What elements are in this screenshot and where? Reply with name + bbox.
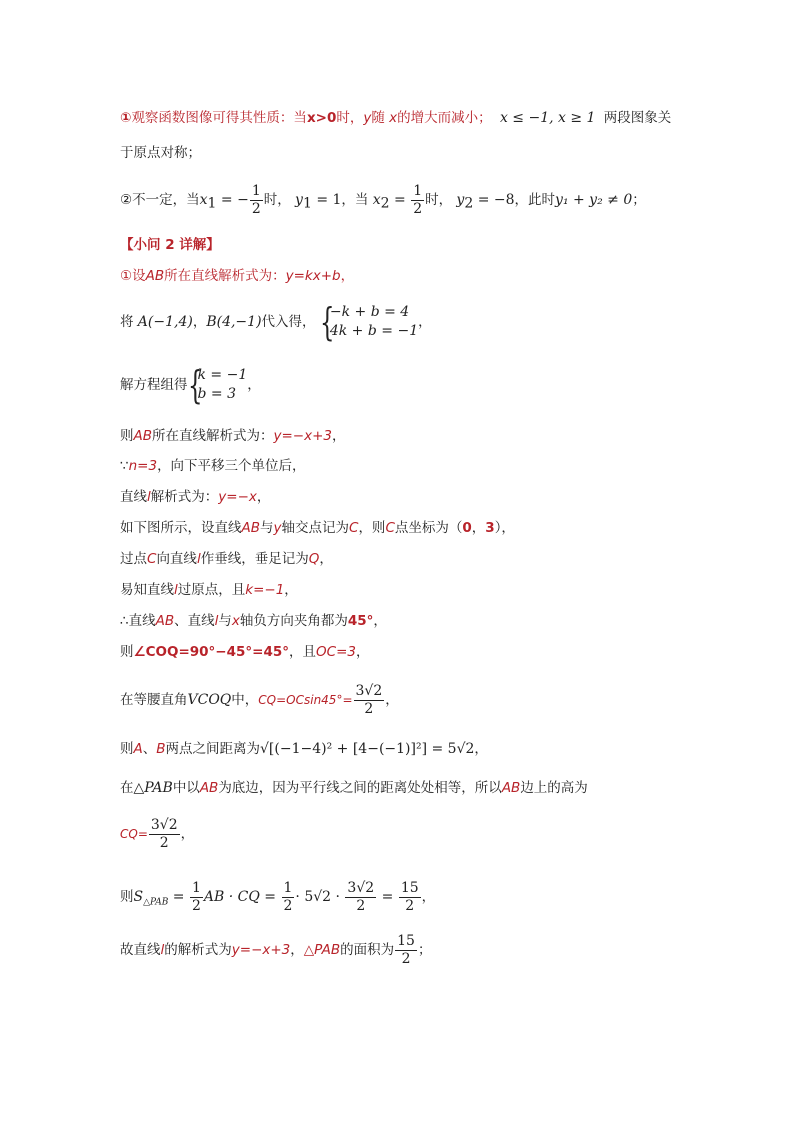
p2-text5: ，此时 bbox=[514, 192, 556, 208]
l12-line bbox=[120, 680, 399, 720]
l2-text3: ， bbox=[418, 314, 432, 330]
p1-text3: 随 bbox=[371, 110, 385, 126]
l17-text: 故直线 bbox=[120, 942, 161, 958]
l6-text2: 解析式为： bbox=[150, 489, 219, 505]
p2-eq1: = − bbox=[216, 192, 249, 208]
l6-text3: ， bbox=[256, 489, 271, 505]
l3-equation-system bbox=[187, 363, 248, 407]
l1-text3: ， bbox=[340, 268, 355, 284]
l5-because: ∵ bbox=[120, 458, 129, 474]
l8-text: 过点 bbox=[120, 551, 147, 567]
frac-den: 2 bbox=[395, 950, 417, 968]
l10-deg: 45° bbox=[347, 613, 374, 629]
l10-l: l bbox=[214, 613, 219, 629]
l2-point-a: A(−1,4) bbox=[137, 314, 193, 330]
l7-y: y bbox=[273, 520, 282, 536]
l2-point-b: B(4,−1) bbox=[206, 314, 262, 330]
l8-q: Q bbox=[308, 551, 320, 567]
frac-num: 15 bbox=[397, 932, 415, 949]
frac-den: 2 bbox=[283, 897, 293, 914]
l9-line bbox=[120, 581, 298, 599]
l2-row1: −k + b = 4 bbox=[329, 304, 410, 320]
l10-text3: 与 bbox=[218, 613, 232, 629]
l11-line bbox=[120, 643, 369, 661]
p2-y1: y bbox=[295, 192, 303, 208]
l7-ab: AB bbox=[241, 520, 260, 536]
l10-text4: 轴负方向夹角都为 bbox=[239, 613, 348, 629]
l17-text5: ； bbox=[417, 942, 432, 958]
frac-den: 2 bbox=[354, 700, 385, 718]
l5-n: n=3 bbox=[128, 458, 158, 474]
l16-frac-half-1 bbox=[190, 880, 203, 915]
p2-fraction-neg-half bbox=[250, 183, 263, 218]
l16-text: 则 bbox=[120, 889, 134, 905]
l14-text3: 为底边，因为平行线之间的距离处处相等，所以 bbox=[218, 780, 502, 796]
p2-y2-sub: 2 bbox=[464, 195, 474, 212]
l4-eq: y=−x+3 bbox=[273, 428, 333, 444]
circle-one-marker: ① bbox=[120, 110, 132, 126]
l17-text2: 的解析式为 bbox=[164, 942, 232, 958]
l2-line bbox=[120, 300, 432, 344]
l16-frac-half-2 bbox=[282, 880, 295, 915]
l7-text3: 轴交点记为 bbox=[281, 520, 349, 536]
l2-equation-system bbox=[319, 300, 419, 344]
l8-text2: 向直线 bbox=[156, 551, 197, 567]
p2-text4: 时， bbox=[425, 192, 453, 208]
l13-text3: 两点之间距离为 bbox=[165, 741, 261, 757]
l11-text2: ，且 bbox=[289, 644, 317, 660]
l8-text3: 作垂线，垂足记为 bbox=[200, 551, 309, 567]
l2-text2: 代入得， bbox=[261, 314, 316, 330]
l17-triangle: △PAB bbox=[303, 942, 341, 958]
l16-line bbox=[120, 877, 435, 923]
frac-num: 3√2 bbox=[355, 682, 383, 699]
l15-cq: CQ= bbox=[120, 827, 148, 841]
l1-text: ①设 bbox=[120, 268, 146, 284]
l4-ab: AB bbox=[133, 428, 152, 444]
l7-text5: 点坐标为（ bbox=[394, 520, 463, 536]
l9-text3: ， bbox=[284, 582, 298, 598]
p1-text: 观察函数图像可得其性质：当 bbox=[131, 110, 307, 126]
l13-text2: 、 bbox=[142, 741, 157, 757]
l13-text4: ， bbox=[474, 741, 488, 757]
l16-eq2: = bbox=[377, 889, 398, 905]
brace-icon: { bbox=[187, 363, 203, 407]
frac-num: 1 bbox=[251, 182, 261, 199]
l10-ab: AB bbox=[155, 613, 175, 629]
l7-text6: ）， bbox=[494, 520, 515, 536]
l3-text: 解方程组得 bbox=[120, 377, 188, 393]
p2-x1: x bbox=[199, 192, 208, 208]
l17-text3: ， bbox=[290, 942, 304, 958]
l11-oc: OC=3 bbox=[316, 644, 356, 660]
l13-b: B bbox=[156, 741, 166, 757]
l3-row1: k = −1 bbox=[197, 367, 248, 383]
l2-sep: ， bbox=[192, 314, 207, 330]
p2-text2: 时， bbox=[263, 192, 291, 208]
l12-cq: CQ=OCsin45°= bbox=[258, 693, 353, 707]
l16-frac-3root2 bbox=[345, 880, 376, 915]
l16-s: S bbox=[133, 889, 144, 905]
l4-line bbox=[120, 427, 346, 445]
p2-sum-math: y₁ + y₂ ≠ 0 bbox=[555, 192, 633, 208]
l8-c: C bbox=[147, 551, 157, 567]
p1-text6: 于原点对称； bbox=[120, 145, 201, 161]
l10-line bbox=[120, 612, 387, 630]
l1-ab: AB bbox=[145, 268, 165, 284]
frac-den: 2 bbox=[192, 897, 201, 914]
frac-den: 2 bbox=[251, 200, 261, 217]
frac-den: 2 bbox=[399, 897, 421, 915]
p2-fraction-half bbox=[411, 183, 424, 218]
l13-line bbox=[120, 740, 488, 758]
p2-text3: ，当 bbox=[341, 192, 369, 208]
l7-c: C bbox=[349, 520, 359, 536]
frac-den: 2 bbox=[345, 897, 376, 915]
p2-x1-sub: 1 bbox=[207, 195, 217, 212]
l12-triangle: VCOQ bbox=[187, 692, 232, 708]
l12-text3: ， bbox=[385, 692, 399, 708]
l3-line bbox=[120, 363, 261, 407]
p1-line-2 bbox=[120, 144, 201, 162]
l10-text: ∴直线 bbox=[120, 613, 156, 629]
l3-text2: ， bbox=[247, 377, 261, 393]
p1-x: x bbox=[389, 110, 398, 126]
l11-text3: ， bbox=[355, 644, 370, 660]
l7-c2: C bbox=[385, 520, 395, 536]
l7-line bbox=[120, 519, 515, 537]
p2-y2: y bbox=[456, 192, 465, 208]
l7-comma: ， bbox=[471, 520, 486, 536]
l14-text: 在 bbox=[120, 780, 134, 796]
l4-text2: 所在直线解析式为： bbox=[152, 428, 274, 444]
p2-line bbox=[120, 182, 646, 222]
p2-eq2: = bbox=[389, 192, 411, 208]
l1-line bbox=[120, 267, 354, 285]
l15-line bbox=[120, 814, 194, 854]
l7-text: 如下图所示，设直线 bbox=[120, 520, 242, 536]
l10-text2: 、直线 bbox=[174, 613, 215, 629]
l12-text2: 中， bbox=[231, 692, 259, 708]
l14-text2: 中以 bbox=[172, 780, 200, 796]
l5-text: ，向下平移三个单位后， bbox=[157, 458, 306, 474]
l14-line bbox=[120, 779, 588, 797]
l13-a: A bbox=[133, 741, 143, 757]
l10-text5: ， bbox=[373, 613, 387, 629]
l17-l: l bbox=[160, 942, 165, 958]
l8-text4: ， bbox=[319, 551, 333, 567]
p2-text: ②不一定，当 bbox=[120, 192, 200, 208]
brace-icon: { bbox=[319, 300, 335, 344]
l1-eq: y=kx+b bbox=[285, 268, 341, 284]
l5-line bbox=[120, 457, 306, 475]
l14-text4: 边上的高为 bbox=[520, 780, 588, 796]
p2-y2-val: = −8 bbox=[473, 192, 515, 208]
frac-num: 3√2 bbox=[150, 816, 178, 833]
l8-line bbox=[120, 550, 333, 568]
p2-y1-sub: 1 bbox=[302, 195, 312, 212]
l9-text: 易知直线 bbox=[120, 582, 174, 598]
p1-condition: x>0 bbox=[306, 110, 337, 126]
p1-text4: 的增大而减小； bbox=[397, 110, 492, 126]
l6-line bbox=[120, 488, 270, 506]
p1-interval-math: x ≤ −1, x ≥ 1 bbox=[499, 110, 596, 126]
l2-text: 将 bbox=[120, 314, 134, 330]
l4-text: 则 bbox=[120, 428, 134, 444]
l6-l: l bbox=[147, 489, 151, 505]
l9-k: k=−1 bbox=[245, 582, 285, 598]
l17-text4: 的面积为 bbox=[340, 942, 395, 958]
l11-text: 则 bbox=[120, 644, 134, 660]
p1-text5: 两段图象关 bbox=[603, 110, 672, 126]
l4-text3: ， bbox=[332, 428, 346, 444]
l9-text2: 过原点，且 bbox=[177, 582, 246, 598]
l9-l: l bbox=[174, 582, 178, 598]
l14-ab2: AB bbox=[501, 780, 521, 796]
p2-x2-sub: 2 bbox=[380, 195, 390, 212]
l6-text: 直线 bbox=[120, 489, 147, 505]
l17-fraction bbox=[395, 933, 417, 968]
l7-c0: 0 bbox=[462, 520, 472, 536]
l1-text2: 所在直线解析式为： bbox=[164, 268, 286, 284]
l8-l: l bbox=[196, 551, 201, 567]
l7-c3: 3 bbox=[485, 520, 495, 536]
p1-text2: 时， bbox=[336, 110, 364, 126]
section-heading: 【小问 2 详解】 bbox=[120, 237, 220, 253]
l14-ab: AB bbox=[199, 780, 219, 796]
l2-row2: 4k + b = −1 bbox=[329, 323, 419, 339]
l17-line bbox=[120, 930, 431, 970]
p1-y: y bbox=[363, 110, 372, 126]
l13-text: 则 bbox=[120, 741, 134, 757]
frac-num: 3√2 bbox=[347, 879, 375, 896]
l11-angle: ∠COQ=90°−45°=45° bbox=[133, 644, 290, 660]
l13-distance-math: √[(−1−4)² + [4−(−1)]²] = 5√2 bbox=[260, 741, 475, 757]
l16-text2: ， bbox=[421, 889, 436, 905]
l10-x: x bbox=[231, 613, 240, 629]
l15-text: ， bbox=[180, 826, 195, 842]
p2-text6: ； bbox=[632, 192, 646, 208]
frac-num: 15 bbox=[400, 879, 419, 896]
l12-fraction bbox=[354, 683, 385, 718]
l7-text2: 与 bbox=[260, 520, 274, 536]
l16-mid2: · 5√2 · bbox=[295, 889, 345, 905]
l7-text4: ，则 bbox=[358, 520, 386, 536]
frac-num: 1 bbox=[192, 879, 201, 896]
p2-y1-val: = 1 bbox=[311, 192, 342, 208]
frac-den: 2 bbox=[149, 834, 180, 852]
frac-num: 1 bbox=[283, 879, 293, 896]
l16-eq1: = bbox=[168, 889, 189, 905]
l3-row2: b = 3 bbox=[197, 386, 236, 402]
l15-fraction bbox=[149, 817, 180, 852]
frac-den: 2 bbox=[413, 200, 423, 217]
l16-frac-15-2 bbox=[399, 880, 421, 915]
l16-s-sub: △PAB bbox=[143, 897, 169, 908]
l17-eq: y=−x+3 bbox=[231, 942, 291, 958]
l14-triangle: △PAB bbox=[133, 780, 173, 796]
frac-num: 1 bbox=[413, 182, 423, 199]
l12-text: 在等腰直角 bbox=[120, 692, 188, 708]
l6-eq: y=−x bbox=[218, 489, 257, 505]
p1-line-1 bbox=[120, 109, 671, 127]
l16-mid: AB · CQ = bbox=[203, 889, 281, 905]
p2-x2: x bbox=[372, 192, 381, 208]
